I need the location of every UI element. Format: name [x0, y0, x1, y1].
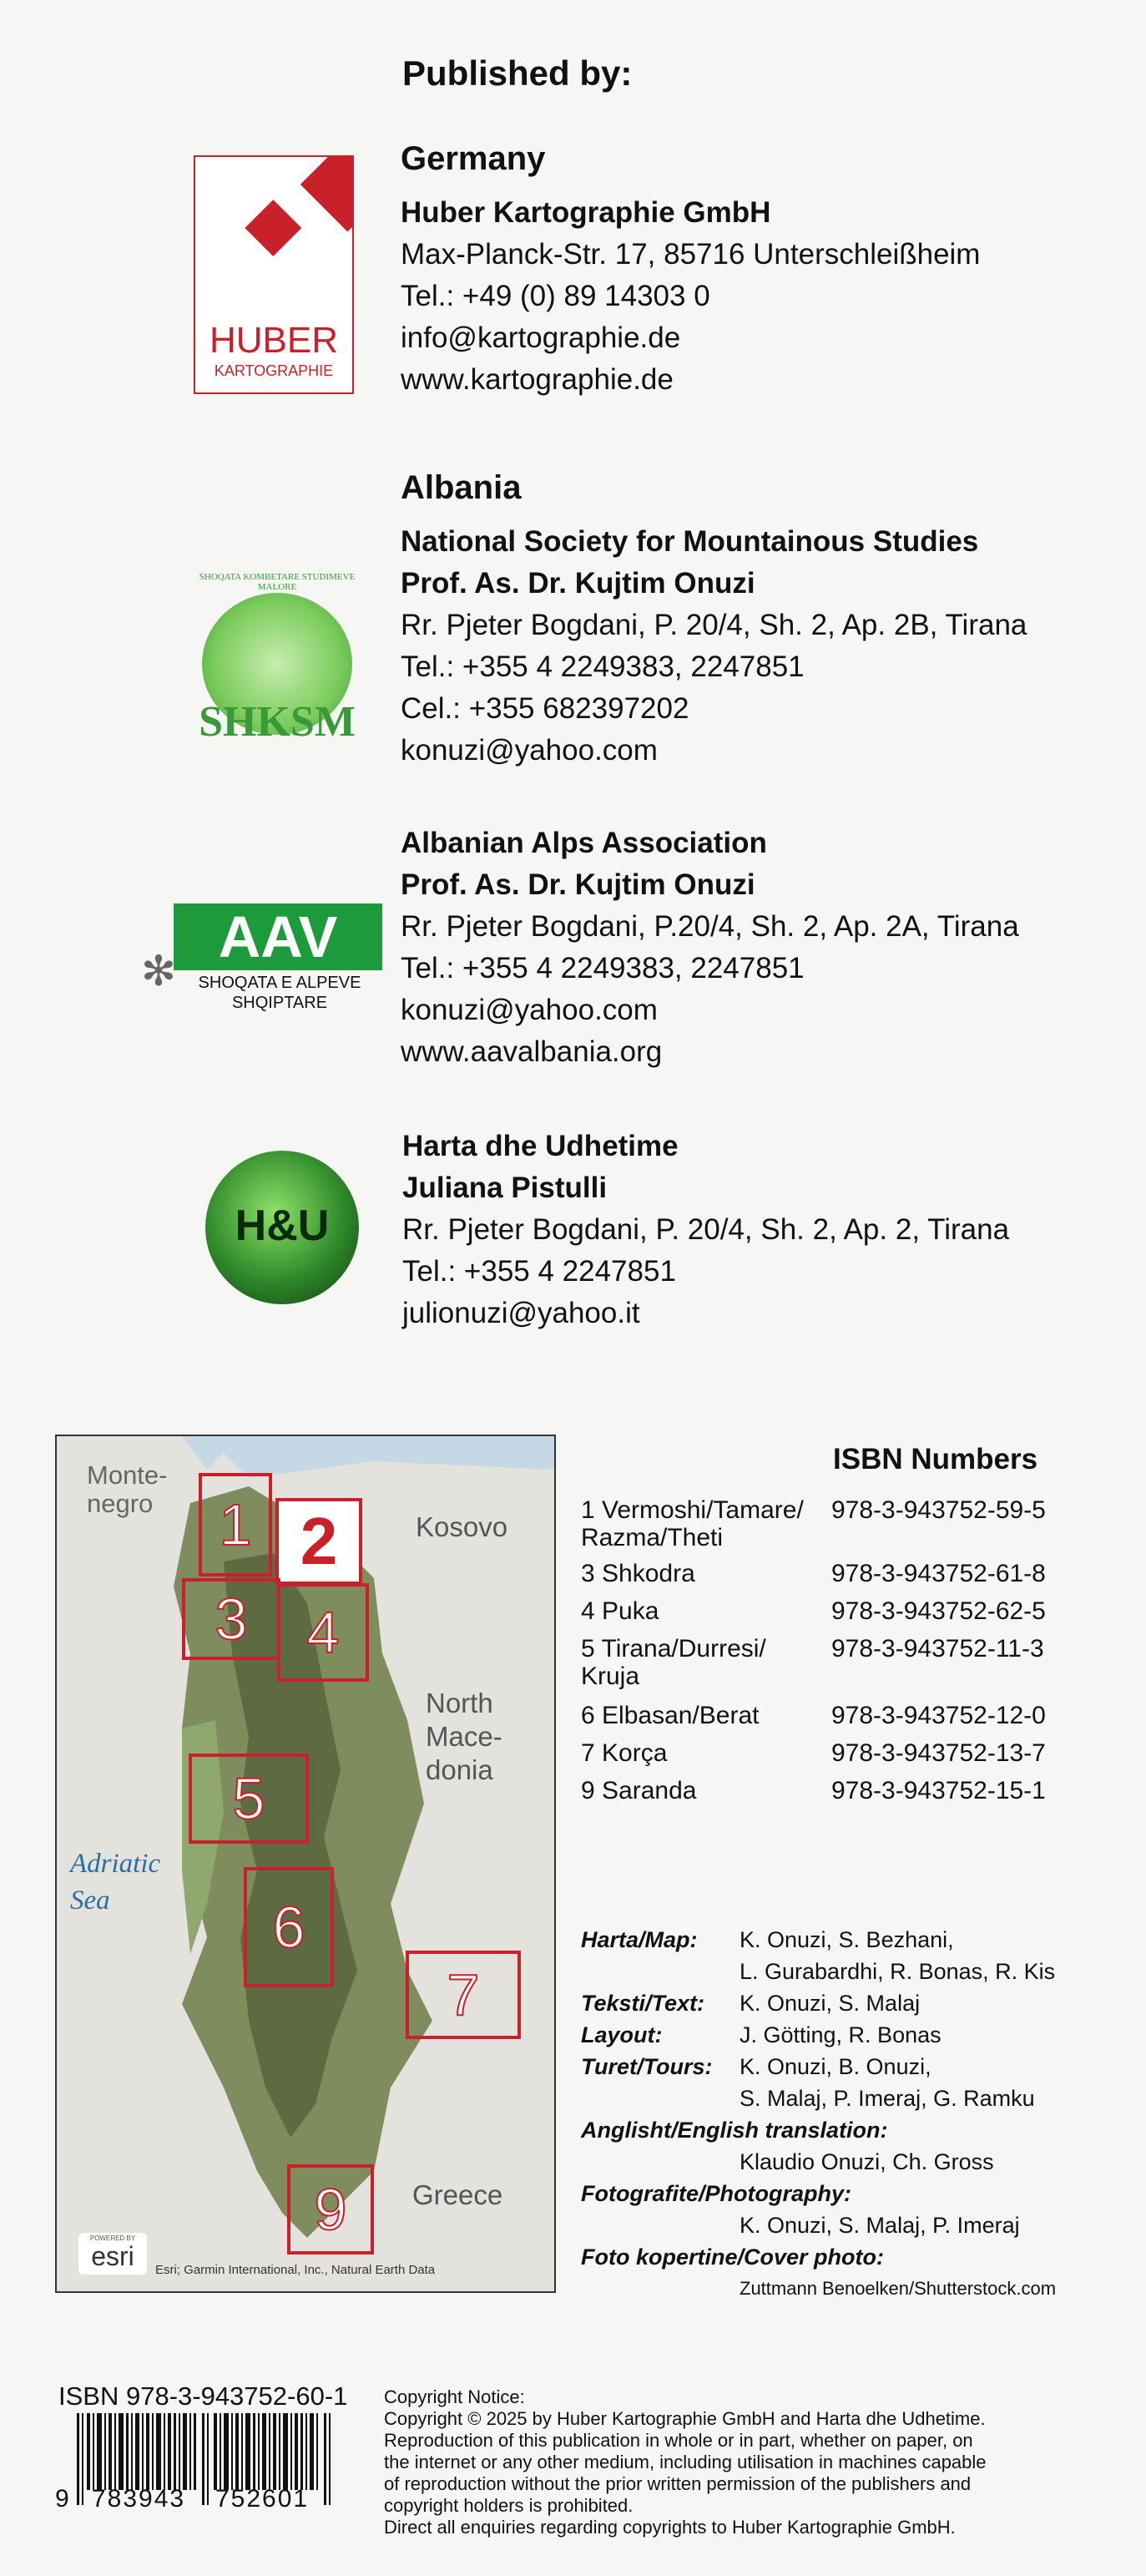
isbn-row-name: 3 Shkodra	[581, 1560, 695, 1587]
aav-logo	[134, 903, 384, 1020]
map-tile-4[interactable]: 4	[277, 1583, 369, 1682]
germany-country: Germany	[401, 140, 546, 177]
esri-logo-text: esri	[91, 2241, 134, 2271]
albania-org: National Society for Mountainous Studies	[401, 525, 979, 558]
isbn-row-value: 978-3-943752-13-7	[831, 1739, 1046, 1767]
label-north-macedonia: North Mace- donia	[426, 1688, 502, 1785]
hdu-address: Rr. Pjeter Bogdani, P. 20/4, Sh. 2, Ap. 2, Tirana	[402, 1213, 1010, 1246]
label-greece: Greece	[412, 2179, 503, 2210]
map-tile-6[interactable]: 6	[244, 1867, 334, 1987]
published-by-heading: Published by:	[402, 53, 633, 93]
credit-tours-2: S. Malaj, P. Imeraj, G. Ramku	[740, 2086, 1035, 2111]
credit-photo-1: K. Onuzi, S. Malaj, P. Imeraj	[740, 2213, 1020, 2238]
albania-cel: Cel.: +355 682397202	[401, 692, 689, 725]
copyright-notice	[384, 2386, 1118, 2538]
credit-map-2: L. Gurabardhi, R. Bonas, R. Kis	[740, 1959, 1056, 1984]
label-adriatic-sea: Adriatic Sea	[70, 1849, 161, 1916]
isbn-row-name: 4 Puka	[581, 1597, 659, 1625]
copyright-line: copyright holders is prohibited.	[384, 2495, 634, 2516]
isbn-row	[581, 1777, 1098, 1814]
huber-logo	[194, 155, 354, 394]
isbn-row	[581, 1496, 1098, 1560]
map-tile-2[interactable]: 2	[275, 1498, 362, 1585]
shksm-logo	[194, 572, 361, 747]
credits-block	[581, 1924, 1115, 2305]
albania-address: Rr. Pjeter Bogdani, P. 20/4, Sh. 2, Ap. 2B, Tirana	[401, 609, 1027, 641]
label-montenegro: Monte- negro	[87, 1460, 168, 1518]
credit-cover-1: Zuttmann Benoelken/Shutterstock.com	[740, 2278, 1057, 2299]
huber-logo-text: HUBER	[209, 320, 339, 361]
huber-logo-sub: KARTOGRAPHIE	[214, 362, 334, 379]
credit-cover-label: Foto kopertine/Cover photo:	[581, 2245, 884, 2270]
hdu-person: Juliana Pistulli	[402, 1172, 608, 1204]
aav-web[interactable]: www.aavalbania.org	[401, 1035, 663, 1068]
germany-email[interactable]: info@kartographie.de	[401, 321, 681, 354]
credit-tours-1: K. Onuzi, B. Onuzi,	[740, 2054, 931, 2079]
map-credit: Esri; Garmin International, Inc., Natural Earth Data	[155, 2263, 436, 2277]
isbn-table-title: ISBN Numbers	[833, 1443, 1038, 1475]
barcode-group1: 783943	[92, 2485, 186, 2513]
albania-tel: Tel.: +355 4 2249383, 2247851	[401, 650, 805, 683]
isbn-row	[581, 1702, 1098, 1739]
germany-tel: Tel.: +49 (0) 89 14303 0	[401, 280, 710, 312]
germany-company: Huber Kartographie GmbH	[401, 196, 771, 229]
hdu-email[interactable]: julionuzi@yahoo.it	[402, 1297, 640, 1329]
aav-tel: Tel.: +355 4 2249383, 2247851	[401, 952, 805, 984]
germany-address: Max-Planck-Str. 17, 85716 Unterschleißheim	[401, 238, 981, 271]
isbn-table	[581, 1496, 1098, 1814]
label-kosovo: Kosovo	[416, 1511, 508, 1542]
hdu-logo-text: H&U	[235, 1202, 330, 1250]
albania-email[interactable]: konuzi@yahoo.com	[401, 734, 658, 767]
albania-person: Prof. As. Dr. Kujtim Onuzi	[401, 567, 755, 600]
credit-translation-label: Anglisht/English translation:	[581, 2118, 888, 2143]
isbn-row	[581, 1560, 1098, 1597]
aav-address: Rr. Pjeter Bogdani, P.20/4, Sh. 2, Ap. 2A, Tirana	[401, 910, 1019, 943]
isbn-row-value: 978-3-943752-61-8	[831, 1560, 1046, 1587]
isbn-row-name: 1 Vermoshi/Tamare/ Razma/Theti	[581, 1496, 804, 1551]
germany-web[interactable]: www.kartographie.de	[401, 363, 674, 396]
credit-layout-label: Layout:	[581, 2022, 663, 2047]
isbn-row-name: 5 Tirana/Durresi/ Kruja	[581, 1635, 766, 1690]
hdu-logo	[205, 1151, 359, 1304]
map-tile-5[interactable]: 5	[189, 1754, 309, 1844]
isbn-row-name: 6 Elbasan/Berat	[581, 1702, 760, 1729]
isbn-row-name: 9 Saranda	[581, 1777, 697, 1804]
copyright-line: Copyright © 2025 by Huber Kartographie GmbH and Harta dhe Udhetime.	[384, 2408, 986, 2429]
isbn-row	[581, 1739, 1098, 1777]
copyright-title: Copyright Notice:	[384, 2386, 525, 2407]
credit-layout-1: J. Götting, R. Bonas	[740, 2022, 942, 2047]
copyright-line: of reproduction without the prior written permission of the publishers and	[384, 2473, 972, 2494]
map-tile-9[interactable]: 9	[287, 2164, 374, 2255]
map-tile-7[interactable]: 7	[406, 1951, 521, 2039]
isbn-row-value: 978-3-943752-62-5	[831, 1597, 1046, 1625]
aav-email[interactable]: konuzi@yahoo.com	[401, 994, 658, 1026]
hdu-org: Harta dhe Udhetime	[402, 1130, 679, 1162]
credit-text-1: K. Onuzi, S. Malaj	[740, 1991, 921, 2016]
aav-logo-sub1: SHOQATA E ALPEVE	[198, 974, 361, 992]
albania-country: Albania	[401, 469, 522, 506]
credit-translation-1: Klaudio Onuzi, Ch. Gross	[740, 2149, 994, 2174]
credit-text-label: Teksti/Text:	[581, 1991, 705, 2016]
credit-map-label: Harta/Map:	[581, 1927, 698, 1952]
shksm-logo-text: SHKSM	[199, 698, 356, 746]
isbn-row-value: 978-3-943752-11-3	[831, 1635, 1044, 1663]
copyright-line: the internet or any other medium, including utilisation in machines capable	[384, 2452, 987, 2472]
barcode-digit1: 9	[55, 2485, 69, 2513]
aav-logo-sub2: SHQIPTARE	[231, 994, 328, 1012]
shksm-logo-top: SHOQATA KOMBETARE STUDIMEVE MALORE	[199, 572, 356, 592]
esri-logo	[78, 2233, 147, 2275]
isbn-row	[581, 1635, 1098, 1702]
credit-map-1: K. Onuzi, S. Bezhani,	[740, 1927, 954, 1952]
map-tile-3[interactable]: 3	[182, 1578, 280, 1660]
aav-person: Prof. As. Dr. Kujtim Onuzi	[401, 868, 755, 901]
hdu-tel: Tel.: +355 4 2247851	[402, 1255, 676, 1288]
edelweiss-small-icon: ✻	[141, 948, 176, 994]
map-tile-1[interactable]: 1	[199, 1473, 272, 1576]
credit-tours-label: Turet/Tours:	[581, 2054, 713, 2079]
isbn-row-value: 978-3-943752-59-5	[831, 1496, 1046, 1524]
esri-logo-small: POWERED BY	[89, 2234, 136, 2242]
barcode-isbn: ISBN 978-3-943752-60-1	[58, 2381, 348, 2411]
isbn-row-value: 978-3-943752-12-0	[831, 1702, 1046, 1729]
aav-logo-text: AAV	[174, 903, 382, 970]
isbn-row-name: 7 Korça	[581, 1739, 668, 1767]
overview-map	[55, 1435, 556, 2293]
aav-org: Albanian Alps Association	[401, 827, 767, 859]
credit-photo-label: Fotografite/Photography:	[581, 2181, 851, 2206]
barcode-group2: 752601	[215, 2485, 310, 2513]
copyright-line: Reproduction of this publication in whole or in part, whether on paper, on	[384, 2430, 973, 2451]
copyright-line: Direct all enquiries regarding copyrights to Huber Kartographie GmbH.	[384, 2517, 956, 2538]
isbn-row-value: 978-3-943752-15-1	[831, 1777, 1046, 1804]
isbn-row	[581, 1597, 1098, 1635]
